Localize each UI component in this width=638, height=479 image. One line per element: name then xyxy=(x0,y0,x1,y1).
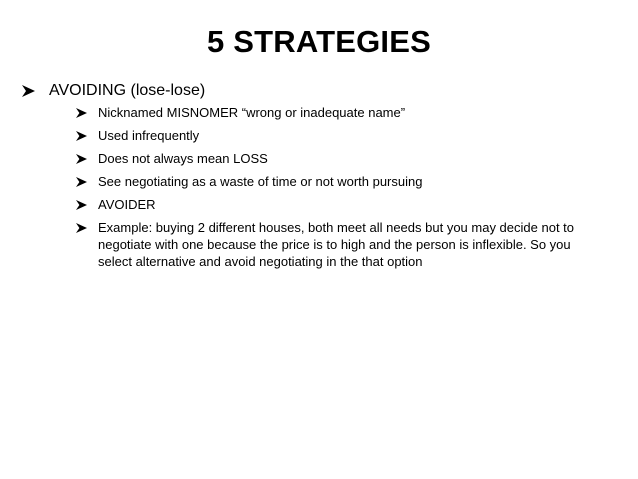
list-item xyxy=(76,196,596,213)
main-bullet xyxy=(22,80,622,102)
list-item-text: Nicknamed MISNOMER “wrong or inadequate name” xyxy=(98,105,406,120)
arrow-bullet-icon xyxy=(76,154,87,164)
list-item-text: Used infrequently xyxy=(98,128,200,143)
list-item-text: See negotiating as a waste of time or not worth pursuing xyxy=(98,174,423,189)
slide-title: 5 STRATEGIES xyxy=(206,24,432,59)
list-item xyxy=(76,173,596,190)
list-item-text: Example: buying 2 different houses, both meet all needs but you may decide not to negotiate with one because the price is to high and the person is inflexible. So you select alternative and avoid negotiating in the that option xyxy=(98,220,575,269)
list-item-text: AVOIDER xyxy=(98,197,156,212)
arrow-bullet-icon xyxy=(76,200,87,210)
list-item xyxy=(76,219,596,270)
list-item xyxy=(76,127,596,144)
arrow-bullet-icon xyxy=(76,223,87,233)
arrow-bullet-icon xyxy=(76,177,87,187)
arrow-bullet-icon xyxy=(76,108,87,118)
list-item xyxy=(76,150,596,167)
main-bullet-text: AVOIDING (lose-lose) xyxy=(49,82,206,99)
list-item-text: Does not always mean LOSS xyxy=(98,151,268,166)
arrow-bullet-icon xyxy=(22,85,35,97)
arrow-bullet-icon xyxy=(76,131,87,141)
list-item xyxy=(76,104,596,121)
sub-bullet-list xyxy=(76,104,596,276)
